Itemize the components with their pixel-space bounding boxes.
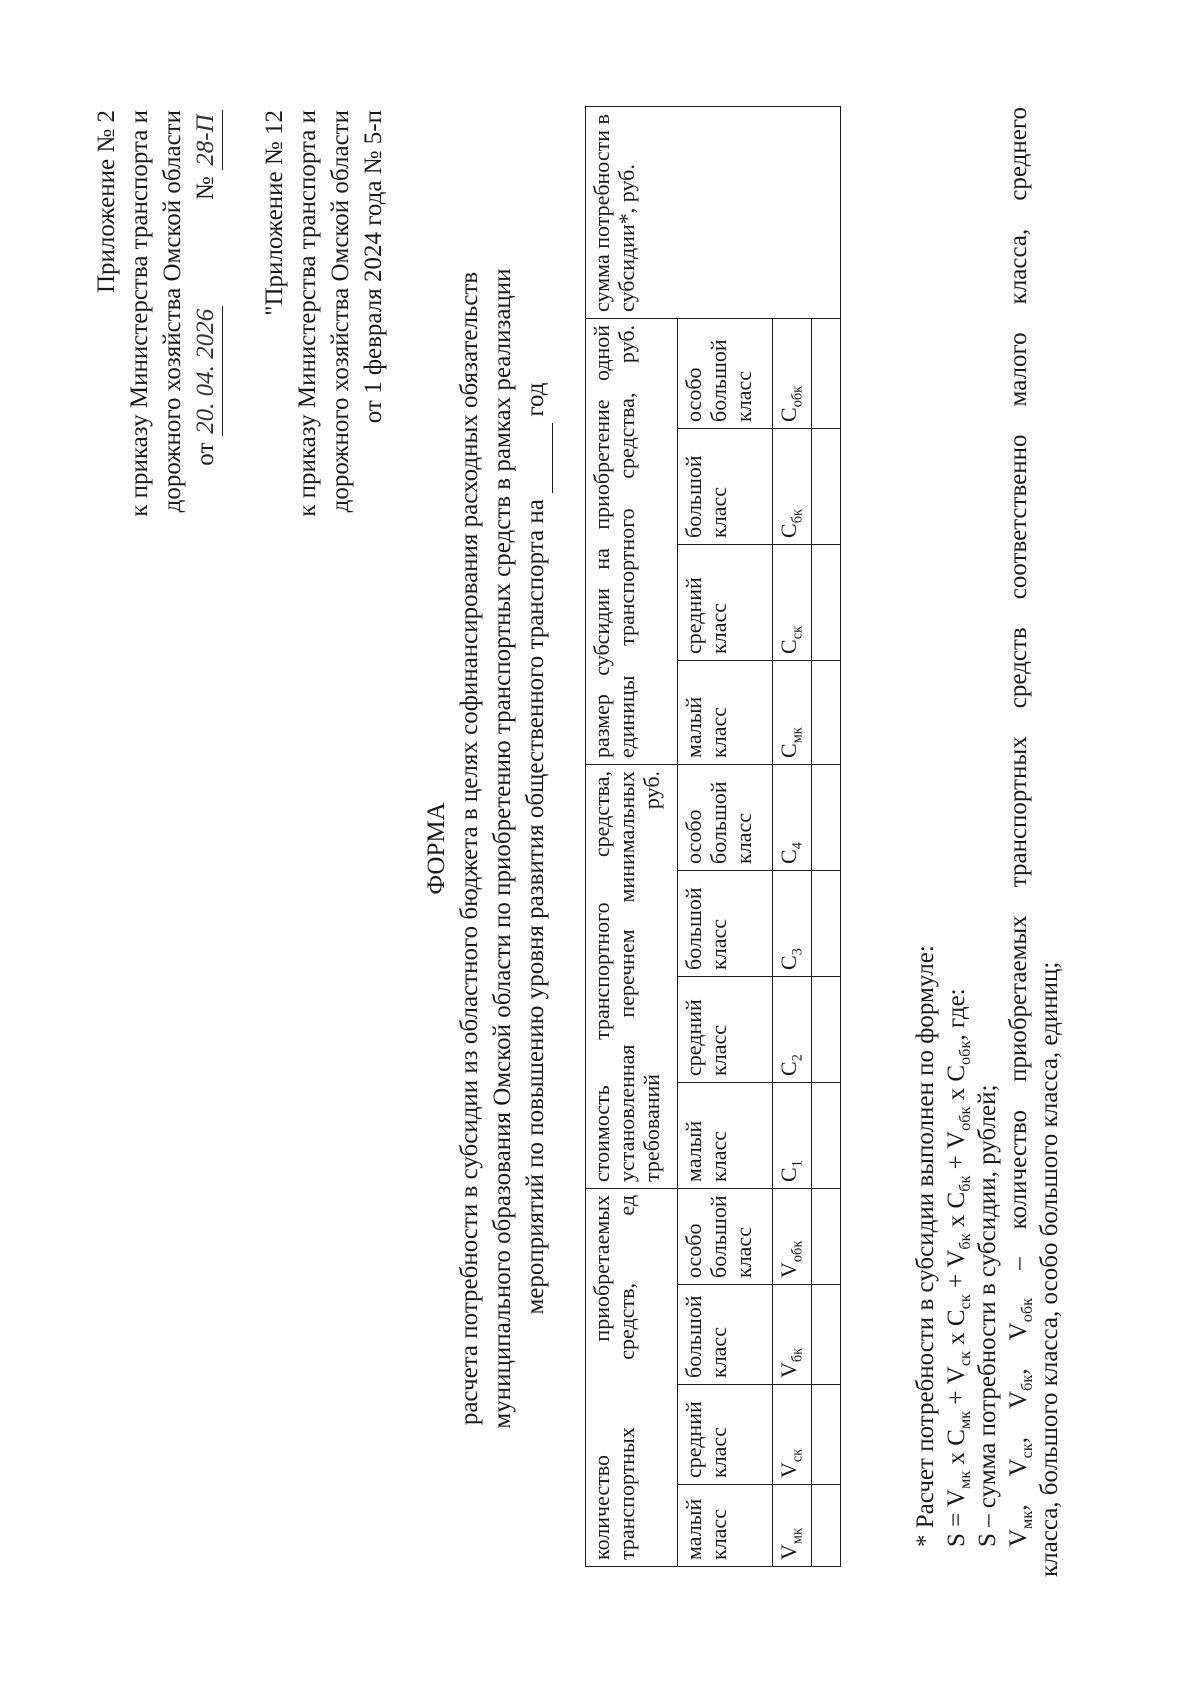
cost-large-class: большой класс — [678, 870, 773, 976]
symbol-row — [773, 106, 812, 1566]
definition-s: S – сумма потребности в субсидии, рублей; — [974, 1084, 1001, 1547]
form-heading: ФОРМА — [423, 802, 450, 895]
symbol-v-bk: $V_{бк}$ — [773, 1285, 812, 1385]
empty-data-row — [812, 106, 841, 1566]
footnote-intro: * Расчет потребности в субсидии выполнен по формуле: — [912, 945, 939, 1547]
symbol-c-bk: $C_{бк}$ — [773, 428, 812, 544]
cost-group-header: стоимость транспортного средства, установленная перечнем минимальных требований руб. — [586, 764, 678, 1188]
table-cell — [812, 1082, 841, 1188]
number-prefix: № — [192, 176, 219, 201]
table-cell — [812, 544, 841, 660]
total-subsidy-header: сумма потребности в субсидии*, руб. — [586, 106, 841, 318]
symbol-c3: $C_3$ — [773, 870, 812, 976]
footnotes — [910, 107, 1065, 1577]
form-title-year-word: год — [522, 382, 549, 417]
appendix-number: Приложение № 2 — [93, 110, 120, 294]
subsidy-extra-large-class: особо большой класс — [678, 318, 773, 428]
quantity-group-header: количество приобретаемых транспортных средств, ед — [586, 1188, 678, 1566]
cost-extra-large-class: особо большой класс — [678, 764, 773, 870]
definition-v: $V_{мк}$, $V_{ск}$, $V_{бк}$, $V_{обк}$ – количество приобретаемых транспортных средств соответственно малого класса, среднего — [1005, 106, 1036, 1547]
table-cell — [812, 976, 841, 1082]
date-prefix: от — [192, 442, 219, 466]
symbol-v-sk: $V_{ск}$ — [773, 1385, 812, 1485]
cost-medium-class: средний класс — [678, 976, 773, 1082]
quoted-appendix-number: "Приложение № 12 — [261, 110, 288, 316]
symbol-c2: $C_2$ — [773, 976, 812, 1082]
quoted-date-line: от 1 февраля 2024 года № 5-п — [360, 110, 387, 424]
appendix-ministry-line: дорожного хозяйства Омской области — [159, 110, 186, 513]
class-header-row — [678, 106, 773, 1566]
qty-small-class: малый класс — [678, 1485, 773, 1567]
quoted-order-line: к приказу Министерства транспорта и — [294, 110, 321, 517]
symbol-c-sk: $C_{ск}$ — [773, 544, 812, 660]
quoted-appendix-header — [258, 110, 390, 517]
table-cell — [812, 428, 841, 544]
appendix-order-line: к приказу Министерства транспорта и — [126, 110, 153, 517]
table-cell — [812, 318, 841, 428]
form-title-line-1: расчета потребности в субсидии из областного бюджета в целях софинансирования расходных обязательств — [456, 271, 483, 1426]
year-blank — [519, 423, 553, 493]
cost-small-class: малый класс — [678, 1082, 773, 1188]
table-cell — [812, 1485, 841, 1567]
group-header-row — [586, 106, 678, 1566]
symbol-v-mk: $V_{мк}$ — [773, 1485, 812, 1567]
qty-large-class: большой класс — [678, 1285, 773, 1385]
table-cell — [812, 764, 841, 870]
handwritten-date: 20. 04. 2026 — [189, 306, 223, 436]
subsidy-medium-class: средний класс — [678, 544, 773, 660]
appendix-date-line — [189, 110, 223, 517]
definition-v-continued: класса, большого класса, особо большого класса, единиц; — [1036, 961, 1063, 1577]
subsidy-small-class: малый класс — [678, 660, 773, 764]
handwritten-number: 28-П — [189, 110, 223, 170]
symbol-c4: $C_4$ — [773, 764, 812, 870]
qty-extra-large-class: особо большой класс — [678, 1188, 773, 1284]
symbol-v-obk: $V_{обк}$ — [773, 1188, 812, 1284]
subsidy-large-class: большой класс — [678, 428, 773, 544]
table-cell — [812, 870, 841, 976]
subsidy-calculation-table — [585, 106, 841, 1567]
table-cell — [812, 1385, 841, 1485]
symbol-c-obk: $C_{обк}$ — [773, 318, 812, 428]
quoted-ministry-line: дорожного хозяйства Омской области — [327, 110, 354, 513]
table-cell — [812, 660, 841, 764]
table-cell — [812, 1285, 841, 1385]
qty-medium-class: средний класс — [678, 1385, 773, 1485]
symbol-c-mk: $C_{мк}$ — [773, 660, 812, 764]
subsidy-size-group-header: размер субсидии на приобретение одной единицы транспортного средства, руб. — [586, 318, 678, 764]
symbol-c1: $C_1$ — [773, 1082, 812, 1188]
form-title-line-3-start: мероприятий по повышению уровня развития общественного транспорта на — [522, 499, 549, 1315]
form-title-line-3 — [519, 0, 553, 1697]
appendix-header — [90, 110, 223, 517]
formula: $S = V_{мк}$ x $C_{мк} + V_{ск}$ x $C_{ск} + V_{бк}$ x $C_{бк} + V_{обк}$ x $C_{обк}$, где: — [943, 988, 974, 1547]
form-title — [420, 0, 553, 1697]
table-cell — [812, 1188, 841, 1284]
form-title-line-2: муниципального образования Омской области по приобретению транспортных средств в рамках реализации — [489, 268, 516, 1429]
